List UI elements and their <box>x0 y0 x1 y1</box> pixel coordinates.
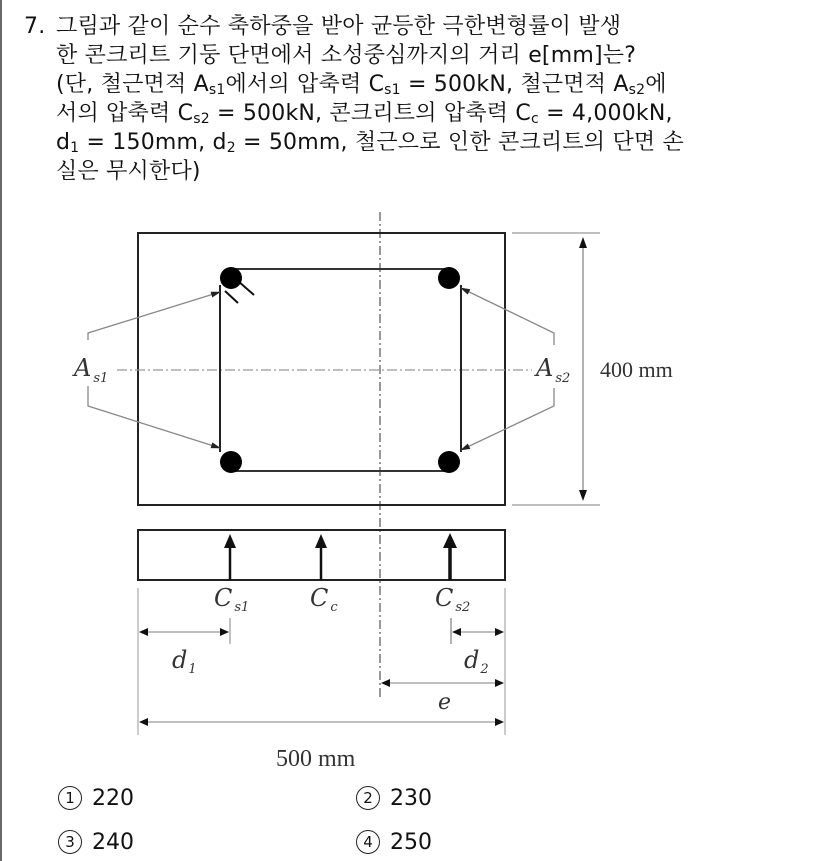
condition-text: = 500kN, 철근면적 A <box>400 72 629 97</box>
label-d1: $d_1$ <box>172 646 197 677</box>
condition-text: (단, 철근면적 A <box>56 72 209 97</box>
condition-text: = 4,000kN, <box>538 101 673 126</box>
condition-text: 서의 압축력 C <box>56 101 194 126</box>
rebar-bottom-right <box>438 451 460 473</box>
d1-arrow-right <box>220 628 229 636</box>
width-arrow-right <box>495 718 504 726</box>
choice-2[interactable] <box>356 786 432 811</box>
label-height-400mm: 400 mm <box>600 357 673 382</box>
condition-text: = 50mm, 철근으로 인한 콘크리트의 단면 손 <box>235 130 684 155</box>
subscript: c <box>531 111 539 127</box>
subscript: s1 <box>208 82 226 98</box>
d2-arrow-right <box>495 628 504 636</box>
label-as2: A $_{s2}$ <box>536 354 571 386</box>
subscript: s1 <box>384 82 401 98</box>
d1-arrow-left <box>139 628 148 636</box>
as1-leader-top <box>88 292 220 340</box>
dim-arrow-down <box>579 490 587 501</box>
label-as1: A $_{s1}$ <box>74 354 109 386</box>
condition-text: 실은 무시한다) <box>56 159 201 184</box>
column-section-figure <box>2 0 826 861</box>
rebar-bottom-left <box>220 451 242 473</box>
condition-text: d <box>56 130 71 155</box>
choice-value: 250 <box>390 830 432 855</box>
choice-mark-1: 1 <box>58 786 82 810</box>
arrowhead-cc <box>315 534 327 548</box>
width-arrow-left <box>139 718 148 726</box>
choice-3[interactable] <box>58 830 134 855</box>
dim-arrow-up <box>579 237 587 248</box>
subscript: 1 <box>70 140 80 156</box>
choice-mark-3: 3 <box>58 830 82 854</box>
label-cs1: C $_{s1}$ <box>214 584 250 615</box>
rebar-top-right <box>438 267 460 289</box>
label-cs2: C $_{s2}$ <box>435 584 471 615</box>
choice-4[interactable] <box>356 830 432 855</box>
subscript: s2 <box>193 111 210 127</box>
as2-leader-bottom <box>461 388 554 450</box>
label-d2: $d_2$ <box>464 646 489 677</box>
choice-value: 220 <box>92 786 134 811</box>
question-number: 7. <box>24 14 46 39</box>
question-text: 그림과 같이 순수 축하중을 받아 균등한 극한변형률이 발생 <box>56 14 622 39</box>
e-arrow-right <box>495 679 504 687</box>
as2-leader-top <box>461 288 554 345</box>
choice-mark-4: 4 <box>356 830 380 854</box>
stirrup-hook <box>225 291 238 303</box>
condition-text: 에 <box>645 72 667 97</box>
d2-arrow-left <box>452 628 461 636</box>
label-width-500mm: 500 mm <box>276 746 356 772</box>
choice-value: 230 <box>390 786 432 811</box>
arrowhead-cs2 <box>443 533 457 548</box>
label-cc: C $_c$ <box>310 584 338 615</box>
as1-leader-bottom <box>88 386 220 448</box>
condition-text: = 150mm, d <box>79 130 227 155</box>
e-arrow-left <box>381 679 390 687</box>
choice-1[interactable] <box>58 786 134 811</box>
question-text: 한 콘크리트 기둥 단면에서 소성중심까지의 거리 e[mm]는? <box>56 43 637 68</box>
choice-mark-2: 2 <box>356 786 380 810</box>
subscript: 2 <box>226 140 236 156</box>
label-e: e <box>438 690 452 715</box>
condition-text: 에서의 압축력 C <box>225 72 385 97</box>
arrowhead-cs1 <box>224 534 236 548</box>
condition-text: = 500kN, 콘크리트의 압축력 C <box>209 101 531 126</box>
rebar-top-left <box>220 267 242 289</box>
subscript: s2 <box>628 82 646 98</box>
choice-value: 240 <box>92 830 134 855</box>
